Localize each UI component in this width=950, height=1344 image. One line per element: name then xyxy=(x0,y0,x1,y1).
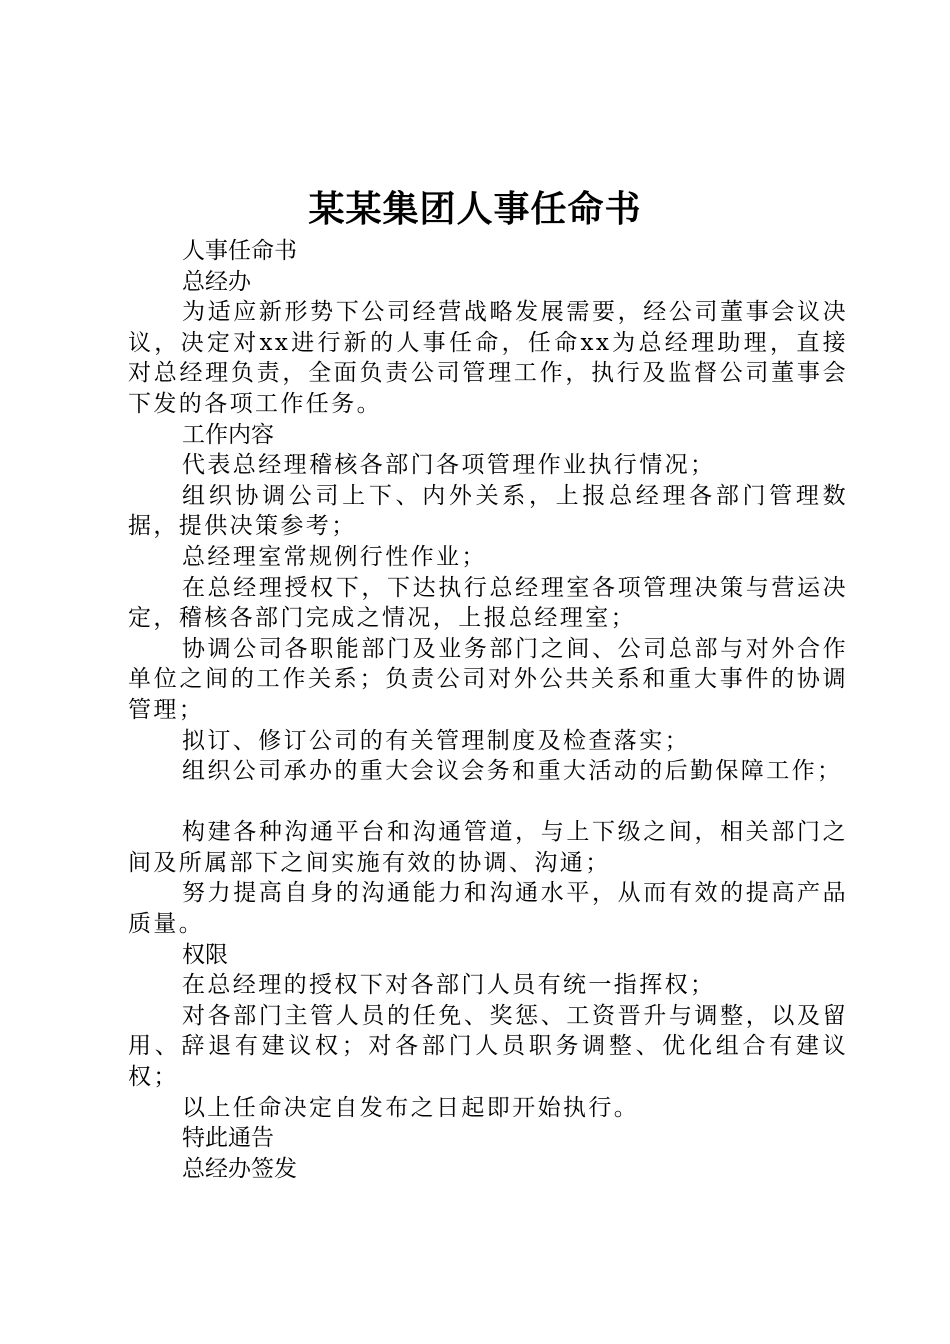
paragraph-duty-1: 代表总经理稽核各部门各项管理作业执行情况； xyxy=(182,452,716,479)
paragraph-heading-authority: 权限 xyxy=(182,941,228,968)
paragraph-duty-6: 拟订、修订公司的有关管理制度及检查落实； xyxy=(182,727,690,754)
document-title: 某某集团人事任命书 xyxy=(308,188,642,230)
paragraph-heading-duties: 工作内容 xyxy=(182,421,274,448)
paragraph-duty-2: 组织协调公司上下、内外关系，上报总经理各部门管理数据，提供决策参考； xyxy=(128,482,848,540)
paragraph-heading-appointment: 人事任命书 xyxy=(182,238,297,264)
paragraph-duty-3: 总经理室常规例行性作业； xyxy=(182,543,487,570)
paragraph-duty-8: 构建各种沟通平台和沟通管道，与上下级之间，相关部门之间及所属部下之间实施有效的协调、沟通； xyxy=(128,819,848,876)
paragraph-duty-4: 在总经理授权下，下达执行总经理室各项管理决策与营运决定，稽核各部门完成之情况，上报总经理室； xyxy=(128,574,848,632)
paragraph-authority-1: 在总经理的授权下对各部门人员有统一指挥权； xyxy=(182,972,716,999)
paragraph-decision: 为适应新形势下公司经营战略发展需要，经公司董事会议决议，决定对xx进行新的人事任命，任命xx为总经理助理，直接对总经理负责，全面负责公司管理工作，执行及监督公司董事会下发的各项工作任务。 xyxy=(128,299,848,417)
paragraph-duty-7: 组织公司承办的重大会议会务和重大活动的后勤保障工作； xyxy=(182,758,843,785)
paragraph-notice: 特此通告 xyxy=(182,1125,274,1152)
paragraph-authority-2: 对各部门主管人员的任免、奖惩、工资晋升与调整，以及留用、辞退有建议权；对各部门人员职务调整、优化组合有建议权； xyxy=(128,1002,848,1091)
paragraph-issuer: 总经办 xyxy=(182,268,251,295)
document-body xyxy=(128,236,848,1184)
paragraph-effective: 以上任命决定自发布之日起即开始执行。 xyxy=(182,1094,640,1121)
paragraph-duty-9: 努力提高自身的沟通能力和沟通水平，从而有效的提高产品质量。 xyxy=(128,880,848,938)
paragraph-duty-5: 协调公司各职能部门及业务部门之间、公司总部与对外合作单位之间的工作关系；负责公司对外公共关系和重大事件的协调管理； xyxy=(128,635,848,723)
paragraph-signature: 总经办签发 xyxy=(182,1155,297,1182)
blank-line xyxy=(128,787,848,818)
